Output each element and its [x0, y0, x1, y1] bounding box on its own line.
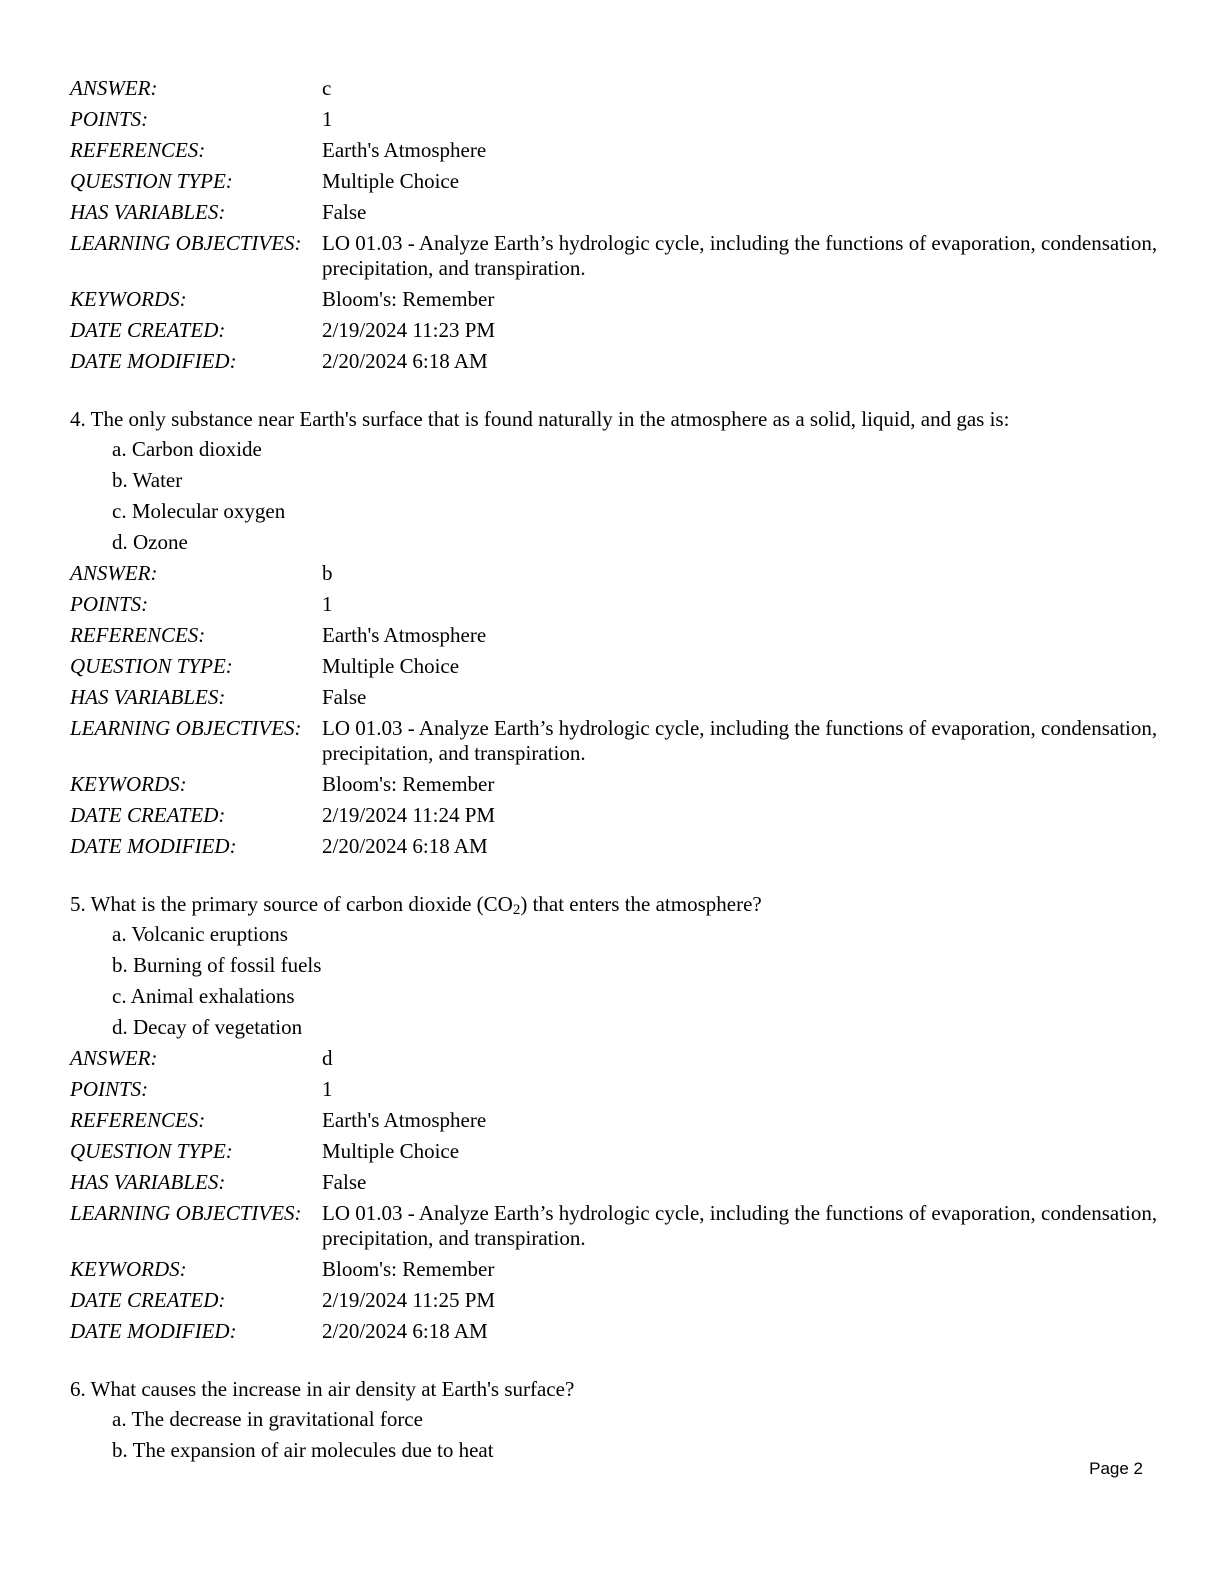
question-5-metadata [70, 1043, 1160, 1347]
date-modified-value: 2/20/2024 6:18 AM [322, 1319, 488, 1343]
keywords-value: Bloom's: Remember [322, 772, 495, 796]
learning-objectives-row [70, 228, 1160, 284]
date-created-row [70, 315, 1160, 346]
question-4-metadata [70, 558, 1160, 862]
points-value: 1 [322, 107, 333, 131]
points-row [70, 589, 1160, 620]
has-variables-row [70, 197, 1160, 228]
question-stem-end: ) that enters the atmosphere? [520, 892, 762, 916]
date-created-row [70, 800, 1160, 831]
date-created-label: DATE CREATED: [70, 803, 226, 827]
learning-objectives-label: LEARNING OBJECTIVES: [70, 231, 302, 255]
question-stem: 4. The only substance near Earth's surface that is found naturally in the atmosphere as a solid, liquid, and gas is: [70, 407, 1010, 431]
date-created-value: 2/19/2024 11:25 PM [322, 1288, 496, 1312]
has-variables-row [70, 1167, 1160, 1198]
date-created-label: DATE CREATED: [70, 1288, 226, 1312]
date-created-row [70, 1285, 1160, 1316]
question-type-value: Multiple Choice [322, 169, 460, 193]
has-variables-label: HAS VARIABLES: [70, 200, 226, 224]
date-modified-value: 2/20/2024 6:18 AM [322, 834, 488, 858]
learning-objectives-value: LO 01.03 - Analyze Earth’s hydrologic cycle, including the functions of evaporation, condensation, precipitation, and transpiration. [322, 716, 1158, 765]
question-5 [70, 889, 1160, 1347]
points-label: POINTS: [70, 592, 149, 616]
option-b: b. The expansion of air molecules due to heat [112, 1438, 494, 1462]
has-variables-label: HAS VARIABLES: [70, 685, 226, 709]
has-variables-value: False [322, 200, 367, 224]
question-stem [70, 889, 1160, 919]
date-modified-label: DATE MODIFIED: [70, 1319, 237, 1343]
question-type-value: Multiple Choice [322, 1139, 460, 1163]
keywords-label: KEYWORDS: [70, 772, 187, 796]
answer-row [70, 1043, 1160, 1074]
references-row [70, 620, 1160, 651]
answer-value: d [322, 1046, 333, 1070]
keywords-row [70, 1254, 1160, 1285]
answer-value: c [322, 76, 332, 100]
question-4 [70, 404, 1160, 862]
date-modified-label: DATE MODIFIED: [70, 834, 237, 858]
question-stem: 6. What causes the increase in air density at Earth's surface? [70, 1377, 575, 1401]
references-value: Earth's Atmosphere [322, 623, 487, 647]
points-label: POINTS: [70, 1077, 149, 1101]
learning-objectives-row [70, 713, 1160, 769]
answer-row [70, 73, 1160, 104]
learning-objectives-label: LEARNING OBJECTIVES: [70, 1201, 302, 1225]
document-page [70, 73, 1160, 1466]
references-value: Earth's Atmosphere [322, 138, 487, 162]
learning-objectives-value: LO 01.03 - Analyze Earth’s hydrologic cycle, including the functions of evaporation, condensation, precipitation, and transpiration. [322, 1201, 1158, 1250]
answer-label: ANSWER: [70, 1046, 158, 1070]
question-type-label: QUESTION TYPE: [70, 654, 233, 678]
question-type-row [70, 651, 1160, 682]
date-modified-row [70, 1316, 1160, 1347]
question-type-label: QUESTION TYPE: [70, 169, 233, 193]
answer-label: ANSWER: [70, 76, 158, 100]
option-c: c. Molecular oxygen [112, 499, 286, 523]
answer-options [70, 434, 1160, 558]
references-value: Earth's Atmosphere [322, 1108, 487, 1132]
question-stem-start: 5. What is the primary source of carbon dioxide (CO [70, 892, 513, 916]
question-type-row [70, 166, 1160, 197]
date-modified-label: DATE MODIFIED: [70, 349, 237, 373]
answer-options [70, 919, 1160, 1043]
option-d: d. Decay of vegetation [112, 1015, 303, 1039]
keywords-value: Bloom's: Remember [322, 287, 495, 311]
keywords-row [70, 769, 1160, 800]
subscript-two: 2 [512, 902, 521, 918]
has-variables-value: False [322, 1170, 367, 1194]
learning-objectives-row [70, 1198, 1160, 1254]
answer-value: b [322, 561, 333, 585]
has-variables-value: False [322, 685, 367, 709]
learning-objectives-value: LO 01.03 - Analyze Earth’s hydrologic cycle, including the functions of evaporation, condensation, precipitation, and transpiration. [322, 231, 1158, 280]
answer-options [70, 1404, 1160, 1466]
answer-label: ANSWER: [70, 561, 158, 585]
references-row [70, 135, 1160, 166]
option-c: c. Animal exhalations [112, 984, 295, 1008]
page-number: Page 2 [1089, 1459, 1143, 1478]
question-type-row [70, 1136, 1160, 1167]
has-variables-row [70, 682, 1160, 713]
date-created-label: DATE CREATED: [70, 318, 226, 342]
question-type-label: QUESTION TYPE: [70, 1139, 233, 1163]
has-variables-label: HAS VARIABLES: [70, 1170, 226, 1194]
question-3-metadata [70, 73, 1160, 377]
keywords-label: KEYWORDS: [70, 1257, 187, 1281]
option-a: a. Carbon dioxide [112, 437, 262, 461]
question-type-value: Multiple Choice [322, 654, 460, 678]
points-row [70, 104, 1160, 135]
answer-row [70, 558, 1160, 589]
option-a: a. Volcanic eruptions [112, 922, 288, 946]
references-label: REFERENCES: [70, 138, 206, 162]
learning-objectives-label: LEARNING OBJECTIVES: [70, 716, 302, 740]
date-modified-row [70, 346, 1160, 377]
option-b: b. Burning of fossil fuels [112, 953, 322, 977]
references-row [70, 1105, 1160, 1136]
references-label: REFERENCES: [70, 1108, 206, 1132]
date-created-value: 2/19/2024 11:24 PM [322, 803, 496, 827]
option-a: a. The decrease in gravitational force [112, 1407, 423, 1431]
keywords-label: KEYWORDS: [70, 287, 187, 311]
date-created-value: 2/19/2024 11:23 PM [322, 318, 496, 342]
points-value: 1 [322, 1077, 333, 1101]
keywords-row [70, 284, 1160, 315]
points-row [70, 1074, 1160, 1105]
references-label: REFERENCES: [70, 623, 206, 647]
points-label: POINTS: [70, 107, 149, 131]
option-d: d. Ozone [112, 530, 188, 554]
option-b: b. Water [112, 468, 183, 492]
date-modified-value: 2/20/2024 6:18 AM [322, 349, 488, 373]
points-value: 1 [322, 592, 333, 616]
question-6 [70, 1374, 1160, 1466]
date-modified-row [70, 831, 1160, 862]
keywords-value: Bloom's: Remember [322, 1257, 495, 1281]
